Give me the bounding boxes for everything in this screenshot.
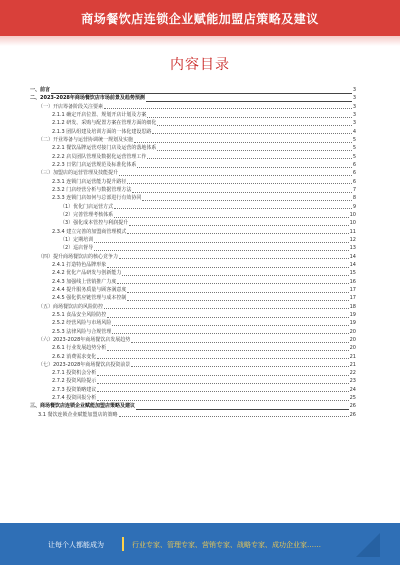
toc-entry[interactable] bbox=[30, 94, 356, 102]
toc-entry-page: 23 bbox=[349, 378, 356, 385]
toc-entry-page: 3 bbox=[352, 95, 356, 102]
toc-entry-label: 2.3.3 连锁门店如何与总部进行有效协同 bbox=[52, 195, 142, 202]
toc-entry-page: 22 bbox=[349, 370, 356, 377]
toc-entry-page: 18 bbox=[349, 303, 356, 310]
toc-entry[interactable] bbox=[30, 278, 356, 286]
toc-entry-label: 2.1.2 研发、采购与配置方案在管理方面的细化 bbox=[52, 120, 157, 127]
toc-entry-page: 20 bbox=[349, 336, 356, 343]
toc-entry[interactable] bbox=[30, 119, 356, 127]
toc-entry-page: 15 bbox=[349, 270, 356, 277]
toc-entry[interactable] bbox=[30, 353, 356, 361]
toc-leader-dots bbox=[157, 150, 351, 151]
toc-entry-label: 2.4.1 打造特色品牌形象 bbox=[52, 261, 107, 268]
toc-entry-label: 2.4.2 优化产品研发与创新能力 bbox=[52, 270, 122, 277]
toc-entry[interactable] bbox=[30, 286, 356, 294]
toc-leader-dots bbox=[114, 208, 352, 209]
footer-slogan: 让每个人都能成为 bbox=[48, 541, 104, 549]
toc-leader-dots bbox=[117, 283, 348, 284]
toc-entry-page: 14 bbox=[349, 253, 356, 260]
toc-leader-dots bbox=[147, 158, 351, 159]
toc-entry-page: 19 bbox=[349, 311, 356, 318]
toc-entry-page: 13 bbox=[349, 245, 356, 252]
toc-entry-label: （三）加盟店的运营管理及技能提升 bbox=[38, 170, 119, 177]
toc-entry[interactable] bbox=[30, 328, 356, 336]
toc-entry[interactable] bbox=[30, 377, 356, 385]
toc-entry-label: （1）优化门店运营方式 bbox=[60, 203, 114, 210]
toc-entry-label: （3）强化成本管控与利润提升 bbox=[60, 220, 129, 227]
toc-entry[interactable] bbox=[30, 203, 356, 211]
toc-entry-label: 2.4.5 强化供应链管理与成本控制 bbox=[52, 295, 127, 302]
toc-entry-page: 16 bbox=[349, 278, 356, 285]
toc-entry[interactable] bbox=[30, 236, 356, 244]
toc-leader-dots bbox=[119, 258, 349, 259]
toc-leader-dots bbox=[97, 375, 348, 376]
toc-leader-dots bbox=[97, 391, 348, 392]
toc-leader-dots bbox=[97, 358, 348, 359]
toc-entry-label: 2.5.3 法律风险与合规管理 bbox=[52, 328, 112, 335]
toc-entry-page: 6 bbox=[352, 161, 356, 168]
footer-divider bbox=[122, 537, 124, 551]
toc-leader-dots bbox=[127, 300, 348, 301]
toc-leader-dots bbox=[131, 342, 348, 343]
toc-entry-page: 9 bbox=[352, 203, 356, 210]
toc-entry-page: 6 bbox=[352, 170, 356, 177]
toc-entry-page: 6 bbox=[352, 178, 356, 185]
toc-leader-dots bbox=[157, 125, 351, 126]
toc-entry[interactable] bbox=[30, 294, 356, 302]
toc-entry[interactable] bbox=[30, 219, 356, 227]
toc-entry-page: 3 bbox=[352, 111, 356, 118]
toc-entry-page: 19 bbox=[349, 320, 356, 327]
toc-entry-page: 5 bbox=[352, 153, 356, 160]
toc-entry-page: 17 bbox=[349, 286, 356, 293]
toc-leader-dots bbox=[94, 242, 348, 243]
toc-entry-page: 14 bbox=[349, 261, 356, 268]
toc-entry-label: （四）提升商场餐饮店的核心竞争力 bbox=[38, 253, 119, 260]
toc-entry-label: 2.5.2 经营风险与市场风险 bbox=[52, 320, 112, 327]
toc-entry-label: 2.6.2 消费需求变化 bbox=[52, 353, 97, 360]
toc-leader-dots bbox=[147, 117, 351, 118]
toc-entry[interactable] bbox=[30, 153, 356, 161]
toc-entry-page: 26 bbox=[349, 403, 356, 410]
toc-entry-label: （2）完善管理考核体系 bbox=[60, 211, 114, 218]
toc-entry-label: （七）2023-2028年商场餐饮店投资前景 bbox=[38, 361, 131, 368]
toc-entry[interactable] bbox=[30, 194, 356, 202]
toc-entry-label: 2.4.3 加强线上营销推广力度 bbox=[52, 278, 117, 285]
toc-entry[interactable] bbox=[30, 311, 356, 319]
toc-entry-page: 3 bbox=[352, 87, 356, 93]
toc-entry-page: 3 bbox=[352, 103, 356, 110]
toc-leader-dots bbox=[122, 275, 348, 276]
toc-entry-page: 10 bbox=[349, 211, 356, 218]
toc-leader-dots bbox=[137, 167, 351, 168]
toc-entry-label: 2.3.1 连锁门店运营能力提升路径 bbox=[52, 178, 127, 185]
toc-leader-dots bbox=[104, 108, 352, 109]
toc-entry-page: 7 bbox=[352, 186, 356, 193]
toc-entry[interactable] bbox=[30, 261, 356, 269]
toc-entry[interactable] bbox=[30, 369, 356, 377]
toc-entry[interactable] bbox=[30, 253, 356, 261]
toc-leader-dots bbox=[107, 350, 348, 351]
page-corner-curl-icon bbox=[356, 533, 380, 557]
toc-entry[interactable] bbox=[30, 269, 356, 277]
toc-entry-page: 11 bbox=[349, 228, 356, 235]
toc-leader-dots bbox=[142, 200, 351, 201]
toc-entry-page: 3 bbox=[352, 120, 356, 127]
toc-entry-page: 26 bbox=[349, 411, 356, 418]
toc-entry-label: 2.7.1 投资机会分析 bbox=[52, 370, 97, 377]
toc-entry-label: 2.2.3 日常门店运营规范及标准化体系 bbox=[52, 161, 137, 168]
toc-entry-label: （五）商场餐饮店的风险防控 bbox=[38, 303, 104, 310]
toc-entry-page: 21 bbox=[349, 353, 356, 360]
toc-entry[interactable] bbox=[30, 344, 356, 352]
toc-leader-dots bbox=[119, 175, 352, 176]
toc-entry[interactable] bbox=[30, 111, 356, 119]
toc-leader-dots bbox=[132, 192, 351, 193]
table-of-contents bbox=[30, 86, 356, 419]
toc-entry-page: 21 bbox=[349, 361, 356, 368]
toc-entry-label: 二、2023-2028年商场餐饮店市场前景及趋势预测 bbox=[30, 95, 145, 102]
toc-entry-label: 2.3.2 门店经营分析与数据管理方法 bbox=[52, 186, 132, 193]
toc-entry-label: 2.1.1 确定开店位置、规划开店计划及方案 bbox=[52, 111, 147, 118]
toc-entry[interactable] bbox=[30, 161, 356, 169]
toc-leader-dots bbox=[107, 317, 348, 318]
toc-entry[interactable] bbox=[30, 394, 356, 402]
toc-entry-label: 2.2.1 餐饮品牌运营对接门店及运营的落地体系 bbox=[52, 145, 157, 152]
toc-entry-label: （二）开业筹备与运营协调统一规划及实施 bbox=[38, 136, 134, 143]
toc-leader-dots bbox=[119, 416, 349, 417]
toc-leader-dots bbox=[134, 142, 352, 143]
toc-entry-label: 2.4.4 提升服务质量与顾客满意度 bbox=[52, 286, 127, 293]
toc-entry-label: 三、商场餐饮店连锁企业赋能加盟店策略及建议 bbox=[30, 403, 136, 410]
toc-entry-page: 5 bbox=[352, 136, 356, 143]
toc-entry[interactable] bbox=[30, 128, 356, 136]
toc-entry[interactable] bbox=[30, 411, 356, 419]
toc-entry-label: 2.7.3 投资策略建议 bbox=[52, 386, 97, 393]
toc-leader-dots bbox=[107, 267, 348, 268]
toc-entry-label: （六）2023-2028年商场餐饮店发展趋势 bbox=[38, 336, 131, 343]
toc-entry-page: 20 bbox=[349, 328, 356, 335]
toc-entry[interactable] bbox=[30, 228, 356, 236]
toc-entry-page: 24 bbox=[349, 386, 356, 393]
toc-entry-page: 25 bbox=[349, 395, 356, 402]
toc-entry-label: （1）定期培训 bbox=[60, 236, 94, 243]
toc-entry[interactable] bbox=[30, 178, 356, 186]
toc-entry-label: 2.6.1 行业发展趋势分析 bbox=[52, 345, 107, 352]
toc-entry[interactable] bbox=[30, 169, 356, 177]
toc-entry-label: 2.1.3 团队组建及培训方面的一体化建设思路 bbox=[52, 128, 152, 135]
toc-leader-dots bbox=[127, 292, 348, 293]
toc-leader-dots bbox=[127, 233, 348, 234]
toc-entry[interactable] bbox=[30, 303, 356, 311]
toc-entry[interactable] bbox=[30, 402, 356, 410]
toc-entry[interactable] bbox=[30, 186, 356, 194]
toc-entry[interactable] bbox=[30, 361, 356, 369]
toc-entry-page: 5 bbox=[352, 145, 356, 152]
toc-entry[interactable] bbox=[30, 136, 356, 144]
toc-entry-label: 2.5.1 食品安全风险防控 bbox=[52, 311, 107, 318]
toc-entry-label: 2.2.2 店员团队管理及数据化运营管理工作 bbox=[52, 153, 147, 160]
toc-leader-dots bbox=[114, 217, 348, 218]
toc-entry-label: 2.7.2 投资风险提示 bbox=[52, 378, 97, 385]
toc-leader-dots bbox=[104, 308, 349, 309]
toc-entry-page: 12 bbox=[349, 236, 356, 243]
toc-entry-page: 8 bbox=[352, 195, 356, 202]
toc-entry[interactable] bbox=[30, 244, 356, 252]
toc-leader-dots bbox=[112, 325, 348, 326]
toc-leader-dots bbox=[97, 383, 348, 384]
toc-entry[interactable] bbox=[30, 86, 356, 94]
toc-leader-dots bbox=[97, 400, 348, 401]
header-shadow bbox=[0, 36, 400, 46]
toc-leader-dots bbox=[112, 333, 348, 334]
toc-entry[interactable] bbox=[30, 144, 356, 152]
toc-entry-label: 一、前言 bbox=[30, 87, 51, 93]
toc-entry-label: 3.1 餐饮连锁企业赋能加盟店的策略 bbox=[38, 411, 118, 418]
toc-entry-page: 4 bbox=[352, 128, 356, 135]
toc-heading: 内容目录 bbox=[170, 57, 230, 73]
toc-leader-dots bbox=[129, 225, 348, 226]
toc-entry[interactable] bbox=[30, 319, 356, 327]
toc-entry-label: （一）开店筹备阶段关注要素 bbox=[38, 103, 104, 110]
toc-entry-label: 2.7.4 投资回报分析 bbox=[52, 395, 97, 402]
toc-entry[interactable] bbox=[30, 386, 356, 394]
footer-band bbox=[0, 523, 400, 565]
toc-entry[interactable] bbox=[30, 336, 356, 344]
toc-leader-dots bbox=[131, 366, 348, 367]
toc-leader-dots bbox=[127, 183, 351, 184]
toc-entry[interactable] bbox=[30, 103, 356, 111]
footer-tagline: 行业专家、管理专家、营销专家、战略专家、成功企业家…… bbox=[132, 541, 321, 549]
toc-entry-page: 20 bbox=[349, 345, 356, 352]
toc-entry-page: 17 bbox=[349, 295, 356, 302]
page-header-title: 商场餐饮店连锁企业赋能加盟店策略及建议 bbox=[81, 12, 319, 26]
toc-leader-dots bbox=[152, 133, 351, 134]
toc-entry-label: （2）巡店督导 bbox=[60, 245, 94, 252]
toc-entry-label: 2.3.4 建立完善的加盟商管理模式 bbox=[52, 228, 127, 235]
toc-leader-dots bbox=[94, 250, 348, 251]
toc-entry[interactable] bbox=[30, 211, 356, 219]
toc-entry-page: 10 bbox=[349, 220, 356, 227]
